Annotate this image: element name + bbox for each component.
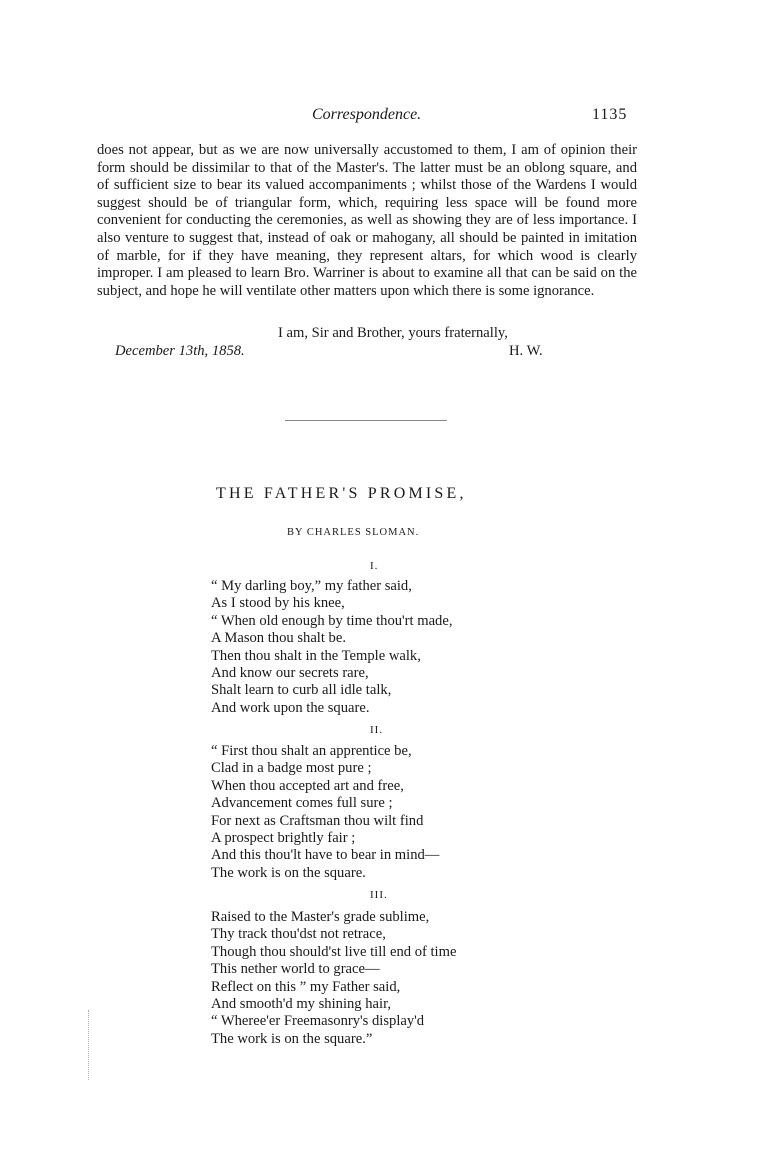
poem-line: Reflect on this ” my Father said, — [211, 978, 401, 995]
poem-line: Thy track thou'dst not retrace, — [211, 926, 386, 943]
stanza — [211, 578, 452, 717]
page-number: 1135 — [592, 106, 628, 123]
poem-line: And this thou'lt have to bear in mind— — [211, 847, 440, 864]
poem-line: And work upon the square. — [211, 699, 370, 716]
poem-line: For next as Craftsman thou wilt find — [211, 812, 424, 829]
stanza-number: I. — [370, 560, 379, 572]
letter-paragraph: does not appear, but as we are now universally accustomed to them, I am of opinion their form should be dissimilar to that of the Master's. The latter must be an oblong square, and of sufficient size to bear its valued accompaniments ; whilst those of the Wardens I would suggest should be of triangular form, which, requiring less space will be found more convenient for conducting the ceremonies, as well as showing they are of less importance. I also venture to suggest that, instead of oak or mahogany, all should be painted in imitation of marble, for if they have meaning, they represent altars, for which wood is clearly improper. I am pleased to learn Bro. Warriner is about to examine all that can be said on the subject, and hope he will ventilate other matters upon which there is some ignorance. — [97, 142, 637, 299]
poem-line: This nether world to grace— — [211, 961, 380, 978]
poem-line: “ My darling boy,” my father said, — [211, 578, 412, 594]
letter-closing: I am, Sir and Brother, yours fraternally, — [278, 325, 508, 341]
poem-line: Shalt learn to curb all idle talk, — [211, 682, 392, 699]
poem-line: Though thou should'st live till end of time — [211, 943, 457, 960]
poem-line: When thou accepted art and free, — [211, 777, 404, 794]
poem-line: The work is on the square. — [211, 864, 366, 881]
poem-line: Advancement comes full sure ; — [211, 795, 393, 812]
section-divider — [285, 420, 447, 421]
poem-title: THE FATHER'S PROMISE, — [216, 485, 467, 502]
margin-mark — [88, 1010, 89, 1080]
stanza — [211, 743, 439, 882]
poem-byline: BY CHARLES SLOMAN. — [287, 527, 420, 538]
poem-line: Clad in a badge most pure ; — [211, 760, 372, 777]
poem-line: Raised to the Master's grade sublime, — [211, 909, 430, 925]
poem-line: And smooth'd my shining hair, — [211, 996, 392, 1013]
poem-line: Then thou shalt in the Temple walk, — [211, 647, 421, 664]
poem-line: “ Wheree'er Freemasonry's display'd — [211, 1013, 425, 1030]
poem-line: And know our secrets rare, — [211, 665, 369, 682]
page-header — [0, 106, 763, 130]
poem-line: The work is on the square.” — [211, 1030, 373, 1047]
poem-line: A prospect brightly fair ; — [211, 830, 356, 847]
stanza-number: II. — [370, 724, 384, 736]
letter-initials: H. W. — [509, 343, 543, 359]
poem-line: “ First thou shalt an apprentice be, — [211, 743, 412, 759]
letter-date: December 13th, 1858. — [115, 343, 245, 359]
letter-body — [97, 142, 637, 300]
poem-line: As I stood by his knee, — [211, 595, 345, 612]
poem-line: “ When old enough by time thou'rt made, — [211, 612, 453, 629]
stanza-number: III. — [370, 889, 388, 901]
poem-line: A Mason thou shalt be. — [211, 630, 346, 647]
running-head: Correspondence. — [312, 106, 422, 123]
stanza — [211, 909, 456, 1048]
letter-signoff — [115, 343, 575, 360]
